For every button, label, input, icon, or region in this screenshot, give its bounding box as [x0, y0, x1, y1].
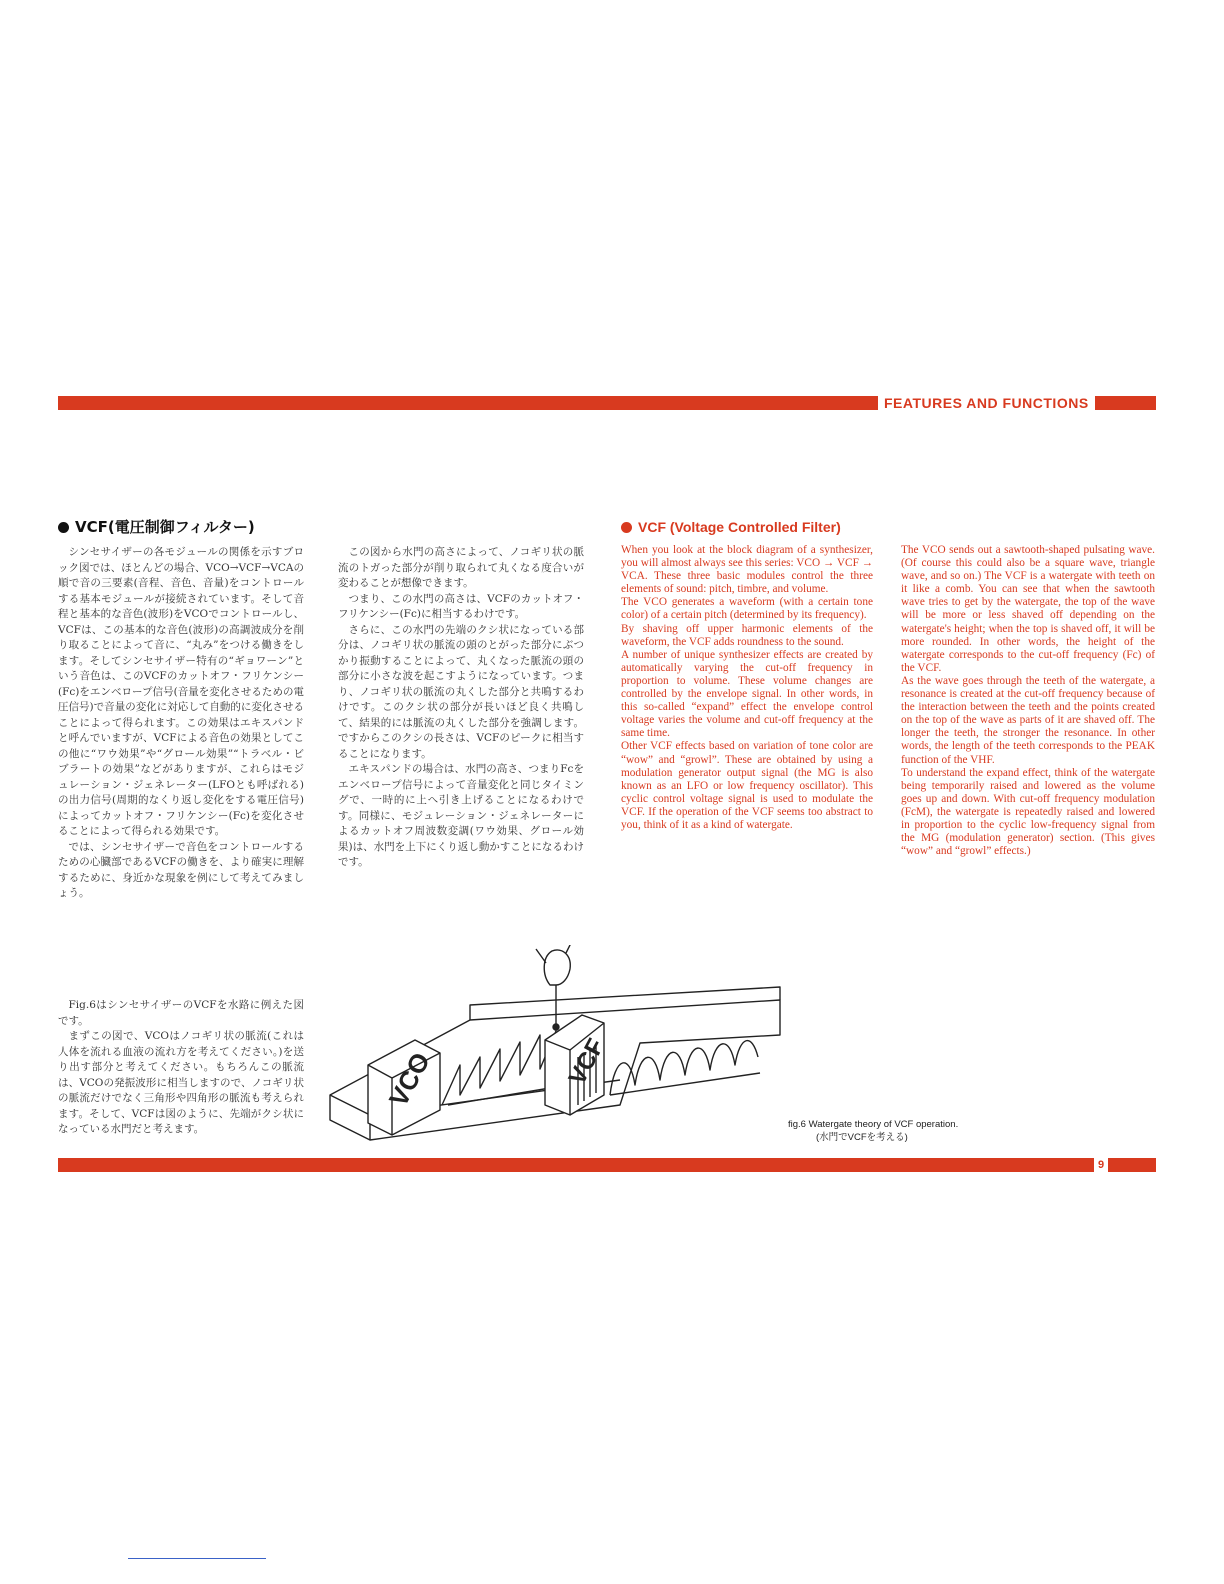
- jp-column-2: [338, 545, 584, 871]
- bullet-icon: [621, 522, 632, 533]
- paragraph: The VCO generates a waveform (with a certain tone color) of a certain pitch (determined by its frequency).: [621, 596, 873, 622]
- bullet-icon: [58, 522, 69, 533]
- caption-jp: (水門でVCFを考える): [816, 1132, 908, 1143]
- jp-section-title: VCF(電圧制御フィルター): [58, 516, 255, 537]
- paragraph: As the wave goes through the teeth of the watergate, a resonance is created at the cut-off frequency because of the interaction between the teeth and the points created on the top of the wave as parts of it are shaved off. The longer the teeth, the stronger the resonance. In other words, the length of the teeth corresponds to the PEAK function of the VHF.: [901, 674, 1155, 766]
- paragraph: To understand the expand effect, think of the watergate being temporarily raised and lowered as the volume goes up and down. With cut-off frequency modulation (FcM), the watergate is repeatedly raised and lowered in proportion to the cyclic low-frequency signal from the MG (modulation generator) section. (This gives “wow” and “growl” effects.): [901, 766, 1155, 858]
- paragraph: The VCO sends out a sawtooth-shaped pulsating wave. (Of course this could also be a square wave, triangle wave, and so on.) The VCF is a watergate with teeth on it like a comb. You can see that when the sawtooth wave tries to get by the watergate, the top of the wave will be more or less shaved off depending on the watergate's height; when the top is shaved off, it will be more rounded. In other words, the height of the watergate corresponds to the cut-off frequency (Fc) of the VCF.: [901, 544, 1155, 674]
- en-column-1: [621, 544, 873, 832]
- en-column-2: [901, 544, 1155, 858]
- paragraph: つまり、この水門の高さは、VCFのカットオフ・フリケンシー(Fc)に相当するわけです。: [338, 592, 584, 620]
- paragraph: A number of unique synthesizer effects are created by automatically varying the cut-off frequency in proportion to volume. These volume changes are controlled by the envelope signal. In other words, in this so-called “expand” effect the envelope control voltage varies the volume and cut-off frequency at the same time.: [621, 648, 873, 740]
- paragraph: By shaving off upper harmonic elements of the waveform, the VCF adds roundness to the sound.: [621, 622, 873, 648]
- jp-column-1-lower: [58, 998, 304, 1138]
- divider: [128, 1558, 266, 1559]
- page-number: 9: [1094, 1156, 1108, 1174]
- paragraph: エキスパンドの場合は、水門の高さ、つまりFcをエンベロープ信号によって音量変化と同じタイミングで、一時的に上へ引き上げることになるわけです。同様に、モジュレーション・ジェネレーターによるカットオフ周波数変調(ワウ効果、グロール効果)は、水門を上下にくり返し動かすことになるわけです。: [338, 763, 584, 868]
- paragraph: Other VCF effects based on variation of tone color are “wow” and “growl”. These are obtained by using a modulation generator output signal (the MG is also known as an LFO or low frequency oscillator). This cyclic control voltage signal is used to modulate the VCF. If the operation of the VCF seems too abstract to you, think of it as a kind of watergate.: [621, 740, 873, 831]
- footer-rule: [58, 1158, 1156, 1172]
- paragraph: この図から水門の高さによって、ノコギリ状の脈流のトガった部分が削り取られて丸くなる度合いが変わることが想像できます。: [338, 546, 584, 589]
- paragraph: まずこの図で、VCOはノコギリ状の脈流(これは人体を流れる血液の流れ方を考えてください。)を送り出す部分と考えてください。もちろんこの脈流は、VCOの発振波形に相当しますので、ノコギリ状の脈流だけでなく三角形や四角形の脈流も考えられます。そして、VCFは図のように、先端がクシ状になっている水門だと考えます。: [58, 1030, 304, 1135]
- paragraph: さらに、この水門の先端のクシ状になっている部分は、ノコギリ状の脈流の頭のとがった部分にぶつかり振動することによって、丸くなった脈流の頭の部分に小さな波を起こすようになっています。つまり、ノコギリ状の脈流の丸くした部分と共鳴するわけです。このクシ状の部分が長いほど良く共鳴して、結果的には脈流の丸くした部分を強調します。ですからこのクシの長さは、VCFのピークに相当することになります。: [338, 623, 584, 760]
- paragraph: シンセサイザーの各モジュールの関係を示すブロック図では、ほとんどの場合、VCO→VCF→VCAの順で音の三要素(音程、音色、音量)をコントロールする基本モジュールが接続されています。そして音程と基本的な音色(波形)をVCOでコントロールし、VCFは、この基本的な音色(波形)の高調波成分を削り取ることによって音に、“丸み”をつける働きをします。そしてシンセサイザー特有の“ギョワーン”という音色は、このVCFのカットオフ・フリケンシー(Fc)をエンベロープ信号(音量を変化させるための電圧信号)で音量の変化に対応して自動的に変化させることによって得られます。この効果はエキスパンドと呼んでいますが、VCFによる音色の効果としてこの他に“ワウ効果”や“グロール効果”“トラベル・ビブラートの効果”などがありますが、これらはモジュレーション・ジェネレーター(LFOとも呼ばれる)の出力信号(周期的なくり返し変化をする電圧信号)によってカットオフ・フリケンシー(Fc)を変化させることによって得られる効果です。: [58, 546, 304, 837]
- watergate-illustration: [320, 945, 790, 1150]
- paragraph: では、シンセサイザーで音色をコントロールするための心臓部であるVCFの働きを、より確実に理解するために、身近かな現象を例にして考えてみましょう。: [58, 840, 304, 899]
- vcf-label: VCF: [563, 1034, 610, 1090]
- figure-caption: [788, 1118, 958, 1144]
- section-header: FEATURES AND FUNCTIONS: [878, 393, 1095, 413]
- caption-en: fig.6 Watergate theory of VCF operation.: [788, 1119, 959, 1130]
- en-section-title: VCF (Voltage Controlled Filter): [621, 519, 841, 535]
- header-rule-tail: [1120, 396, 1156, 410]
- vco-label: VCO: [382, 1047, 436, 1112]
- paragraph: When you look at the block diagram of a synthesizer, you will almost always see this series: VCO → VCF → VCA. These three basic modules control the three elements of sound: pitch, timbre, and volume.: [621, 544, 873, 596]
- jp-column-1: [58, 545, 304, 902]
- paragraph: Fig.6はシンセサイザーのVCFを水路に例えた図です。: [58, 999, 304, 1027]
